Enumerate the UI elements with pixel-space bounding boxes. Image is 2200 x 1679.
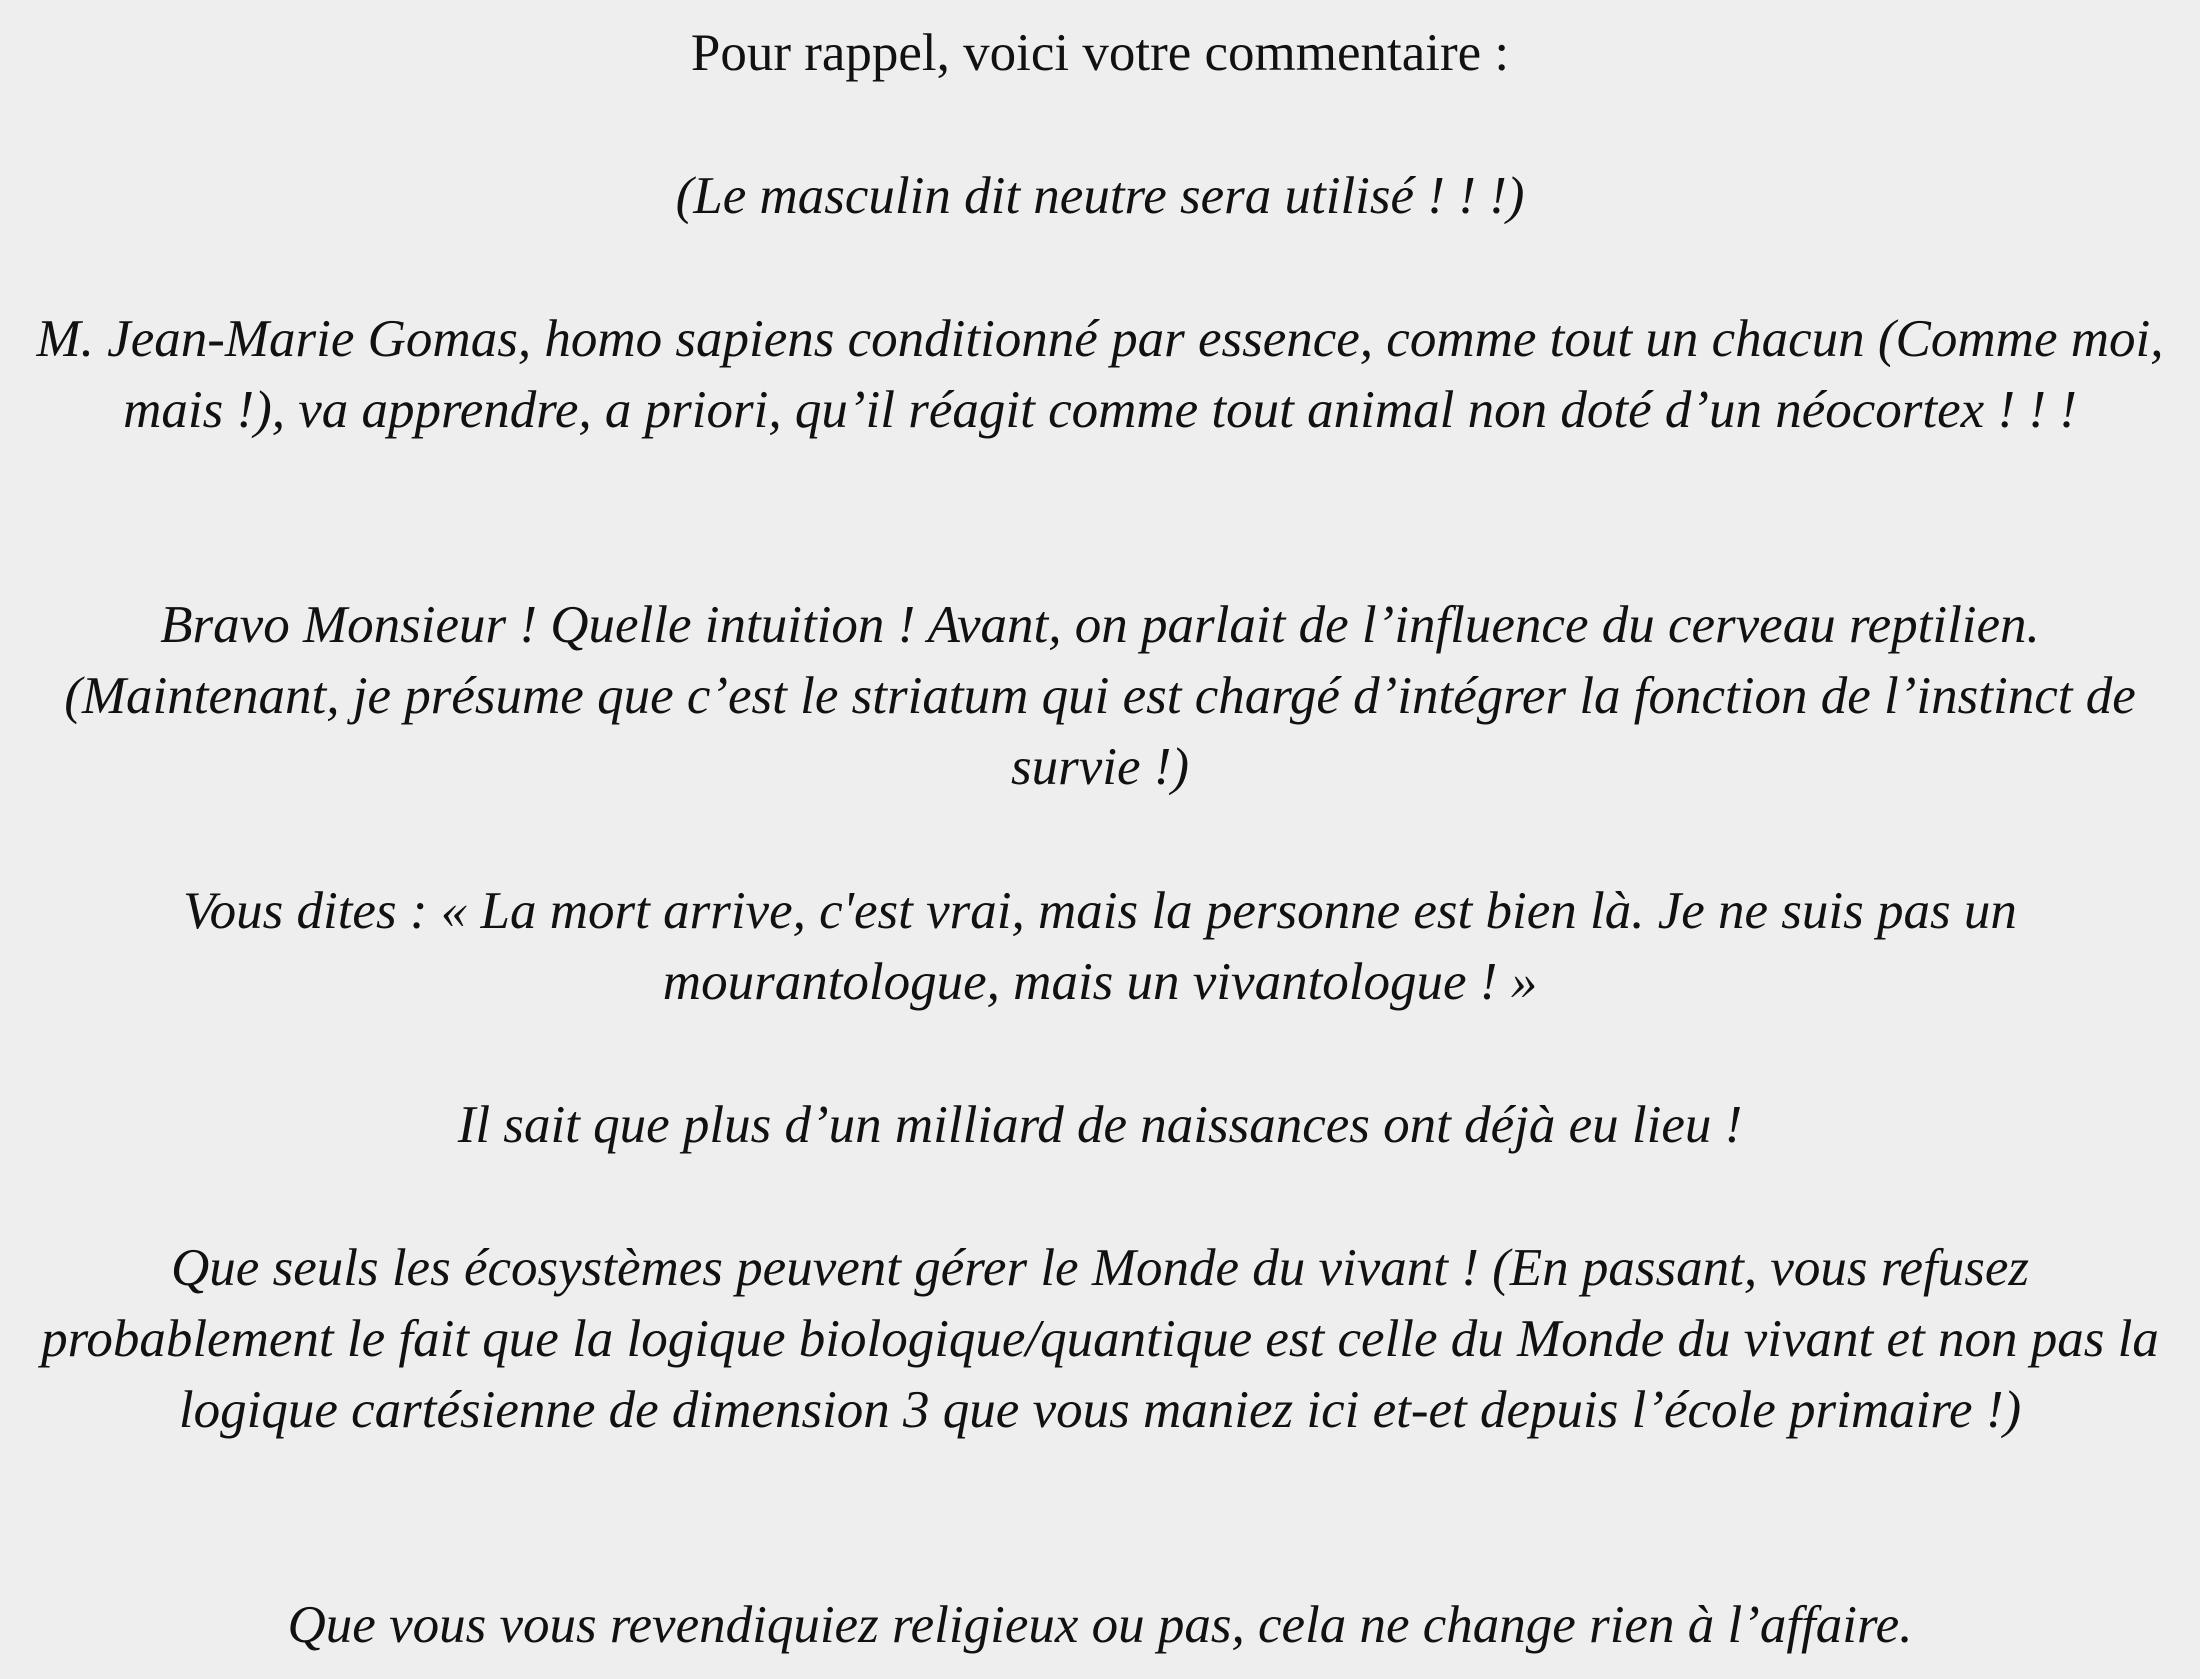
paragraph-masculin-note: (Le masculin dit neutre sera utilisé ! ! !) — [675, 167, 1525, 225]
intro-line: Pour rappel, voici votre commentaire : — [690, 24, 1510, 82]
paragraph-religieux: Que vous vous revendiquiez religieux ou pas, cela ne change rien à l’affaire. — [287, 1596, 1913, 1654]
paragraph-naissances: Il sait que plus d’un milliard de naissances ont déjà eu lieu ! — [457, 1096, 1743, 1154]
paragraph-ecosystemes: Que seuls les écosystèmes peuvent gérer le Monde du vivant ! (En passant, vous refusez probablement le fait que la logique biologique/quantique est celle du Monde du vivant et non pas la logique cartésienne de dimension 3 que vous maniez ici et-et depuis l’école primaire !) — [41, 1239, 2159, 1439]
paragraph-quote: Vous dites : « La mort arrive, c'est vrai, mais la personne est bien là. Je ne suis pas un mourantologue, mais un vivantologue ! » — [183, 882, 2017, 1011]
paragraph-bravo: Bravo Monsieur ! Quelle intuition ! Avant, on parlait de l’influence du cerveau reptilien. (Maintenant, je présume que c’est le striatum qui est chargé d’intégrer la fonction de l’instinct de survie !) — [64, 596, 2136, 796]
paragraph-gomas: M. Jean-Marie Gomas, homo sapiens conditionné par essence, comme tout un chacun (Comme moi, mais !), va apprendre, a priori, qu’il réagit comme tout animal non doté d’un néocortex ! ! ! — [36, 310, 2164, 439]
